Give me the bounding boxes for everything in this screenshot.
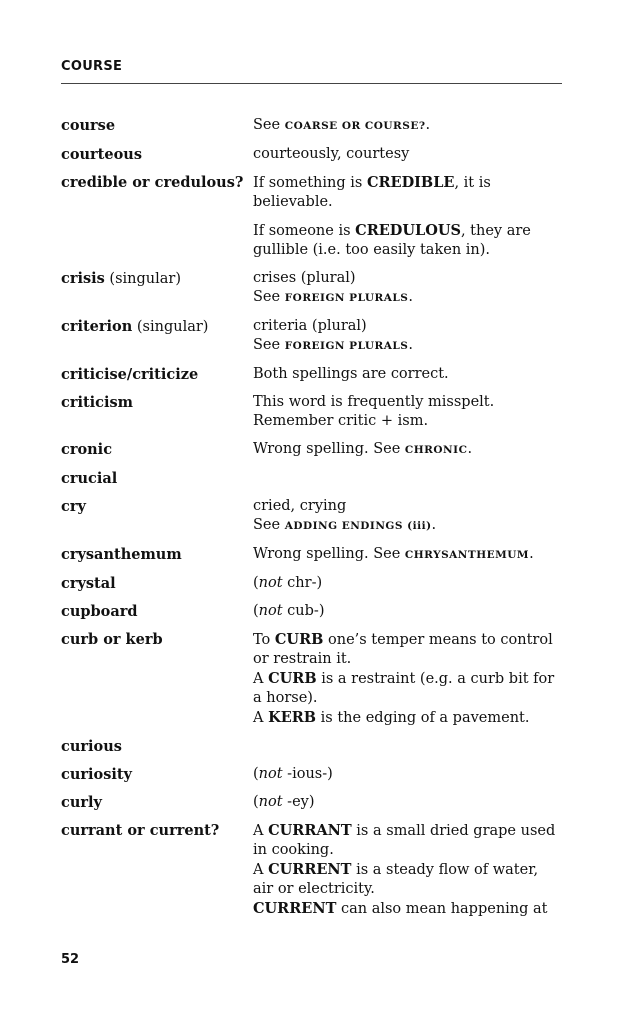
definition-text: A xyxy=(253,862,269,878)
definition-text: -ey) xyxy=(282,794,315,810)
term-text: currant or current? xyxy=(61,822,220,839)
headword-caps: KERB xyxy=(268,709,317,726)
see-line xyxy=(253,336,562,356)
term-text: crystal xyxy=(61,575,116,592)
definition-text: criteria (plural) xyxy=(253,318,367,334)
punctuation: . xyxy=(529,546,534,562)
definition-text: To xyxy=(253,632,275,648)
definition-text: is a restraint (e.g. a curb bit for a horse). xyxy=(253,671,555,706)
headword-caps: CREDULOUS xyxy=(355,222,461,239)
definition-text: is a steady flow of water, air or electricity. xyxy=(253,862,539,897)
not-italic: not xyxy=(258,766,283,782)
definition-text: one’s temper means to control or restrain it. xyxy=(253,632,553,667)
definition-paragraph xyxy=(253,221,562,260)
entry-cronic xyxy=(61,440,562,460)
entry-definition xyxy=(253,793,562,812)
definition-paragraph xyxy=(253,860,562,899)
entry-curly xyxy=(61,793,562,812)
punctuation: ( xyxy=(253,575,259,591)
definition-text: crises (plural) xyxy=(253,270,356,286)
header-rule xyxy=(61,83,562,84)
see-text: See xyxy=(253,289,285,305)
definition-text: -ious-) xyxy=(282,766,333,782)
entry-crystal xyxy=(61,574,562,593)
entry-term xyxy=(61,440,253,460)
entry-definition xyxy=(253,393,562,431)
definition-text: cried, crying xyxy=(253,498,347,514)
punctuation: . xyxy=(425,117,431,133)
entry-term xyxy=(61,793,253,812)
entry-definition xyxy=(253,116,562,136)
page-number: 52 xyxy=(61,952,80,967)
definition-text: cub-) xyxy=(282,603,325,619)
entry-curious xyxy=(61,737,562,756)
term-text: credible or credulous? xyxy=(61,174,244,191)
punctuation: ( xyxy=(253,603,259,619)
headword-caps: CURB xyxy=(268,670,317,687)
definition-paragraph xyxy=(253,630,562,669)
term-text: curious xyxy=(61,738,122,755)
definition-text: is the edging of a pavement. xyxy=(316,710,530,726)
see-text: Wrong spelling. See xyxy=(253,441,405,457)
definition-text: If something is xyxy=(253,175,367,191)
term-text: courteous xyxy=(61,146,142,163)
definition-text: A xyxy=(253,823,269,839)
see-text: See xyxy=(253,337,285,353)
entry-term xyxy=(61,574,253,593)
definition-text: Remember critic + ism. xyxy=(253,413,429,429)
entry-definition xyxy=(253,602,562,621)
entry-crucial xyxy=(61,469,562,488)
entry-crysanthemum xyxy=(61,545,562,565)
term-text: curiosity xyxy=(61,766,132,783)
cross-reference: FOREIGN PLURALS xyxy=(284,292,409,304)
punctuation: ( xyxy=(253,766,259,782)
term-text: cronic xyxy=(61,441,113,458)
not-italic: not xyxy=(258,603,283,619)
definition-text: chr-) xyxy=(282,575,323,591)
definition-text: Both spellings are correct. xyxy=(253,366,449,382)
entry-curb xyxy=(61,630,562,728)
entry-term xyxy=(61,469,253,488)
see-text: See xyxy=(253,517,285,533)
headword-caps: CREDIBLE xyxy=(366,174,455,191)
definition-paragraph xyxy=(253,821,562,860)
entry-term xyxy=(61,545,253,565)
entry-definition xyxy=(253,630,562,728)
entry-definition xyxy=(253,440,562,460)
dictionary-entries xyxy=(61,116,562,928)
entry-term xyxy=(61,630,253,728)
term-text: cupboard xyxy=(61,603,138,620)
entry-term xyxy=(61,765,253,784)
entry-criterion xyxy=(61,317,562,356)
term-text: criterion xyxy=(61,318,133,335)
entry-courteous xyxy=(61,145,562,164)
cross-reference: ADDING ENDINGS (iii) xyxy=(284,520,432,532)
see-text: See xyxy=(253,117,285,133)
term-text: crysanthemum xyxy=(61,546,182,563)
definition-paragraph xyxy=(253,899,562,919)
definition-text: This word is frequently misspelt. xyxy=(253,394,495,410)
entry-definition xyxy=(253,737,562,756)
entry-course xyxy=(61,116,562,136)
entry-term xyxy=(61,365,253,384)
entry-definition xyxy=(253,765,562,784)
term-text: curb or kerb xyxy=(61,631,163,648)
entry-curiosity xyxy=(61,765,562,784)
definition-text: can also mean happening at xyxy=(336,901,548,917)
entry-term xyxy=(61,173,253,260)
entry-definition xyxy=(253,821,562,919)
entry-criticism xyxy=(61,393,562,431)
entry-definition xyxy=(253,497,562,536)
punctuation: . xyxy=(431,517,437,533)
definition-text: , they are gullible (i.e. too easily taken in). xyxy=(253,223,531,258)
not-italic: not xyxy=(258,575,283,591)
entry-credible xyxy=(61,173,562,260)
entry-term xyxy=(61,393,253,431)
headword-caps: CURRANT xyxy=(268,822,352,839)
definition-text: A xyxy=(253,671,269,687)
see-line xyxy=(253,288,562,308)
entry-crisis xyxy=(61,269,562,308)
entry-currant xyxy=(61,821,562,919)
term-text: course xyxy=(61,117,116,134)
cross-reference: FOREIGN PLURALS xyxy=(284,340,409,352)
definition-text: If someone is xyxy=(253,223,356,239)
entry-term xyxy=(61,497,253,536)
term-text: criticise/criticize xyxy=(61,366,199,383)
entry-definition xyxy=(253,145,562,164)
definition-paragraph xyxy=(253,708,562,728)
headword-caps: CURB xyxy=(274,631,324,648)
entry-term xyxy=(61,602,253,621)
entry-term xyxy=(61,317,253,356)
term-text: criticism xyxy=(61,394,134,411)
running-header: COURSE xyxy=(61,59,123,74)
definition-text: , it is believable. xyxy=(253,175,491,210)
headword-caps: CURRENT xyxy=(253,900,337,917)
entry-definition xyxy=(253,269,562,308)
punctuation: . xyxy=(408,289,413,305)
definition-text: courteously, courtesy xyxy=(253,146,410,162)
term-text: curly xyxy=(61,794,102,811)
punctuation: ( xyxy=(253,794,259,810)
entry-definition xyxy=(253,173,562,260)
entry-definition xyxy=(253,574,562,593)
cross-reference: CHRYSANTHEMUM xyxy=(404,549,530,561)
term-text: cry xyxy=(61,498,86,515)
entry-term xyxy=(61,737,253,756)
punctuation: . xyxy=(467,441,473,457)
not-italic: not xyxy=(258,794,283,810)
entry-cry xyxy=(61,497,562,536)
cross-reference: CHRONIC xyxy=(404,444,468,456)
see-text: Wrong spelling. See xyxy=(253,546,405,562)
entry-criticise xyxy=(61,365,562,384)
term-text: crucial xyxy=(61,470,118,487)
entry-definition xyxy=(253,365,562,384)
headword-caps: CURRENT xyxy=(268,861,352,878)
punctuation: . xyxy=(408,337,413,353)
entry-term xyxy=(61,116,253,136)
definition-paragraph xyxy=(253,173,562,212)
entry-definition xyxy=(253,545,562,565)
term-note: (singular) xyxy=(104,271,181,287)
entry-term xyxy=(61,145,253,164)
entry-definition xyxy=(253,317,562,356)
term-note: (singular) xyxy=(132,319,209,335)
definition-text: A xyxy=(253,710,269,726)
entry-term xyxy=(61,821,253,919)
term-text: crisis xyxy=(61,270,105,287)
entry-cupboard xyxy=(61,602,562,621)
cross-reference: COARSE OR COURSE? xyxy=(284,120,426,132)
definition-text: is a small dried grape used in cooking. xyxy=(253,823,556,858)
entry-term xyxy=(61,269,253,308)
see-line xyxy=(253,516,562,536)
definition-paragraph xyxy=(253,669,562,708)
entry-definition xyxy=(253,469,562,488)
